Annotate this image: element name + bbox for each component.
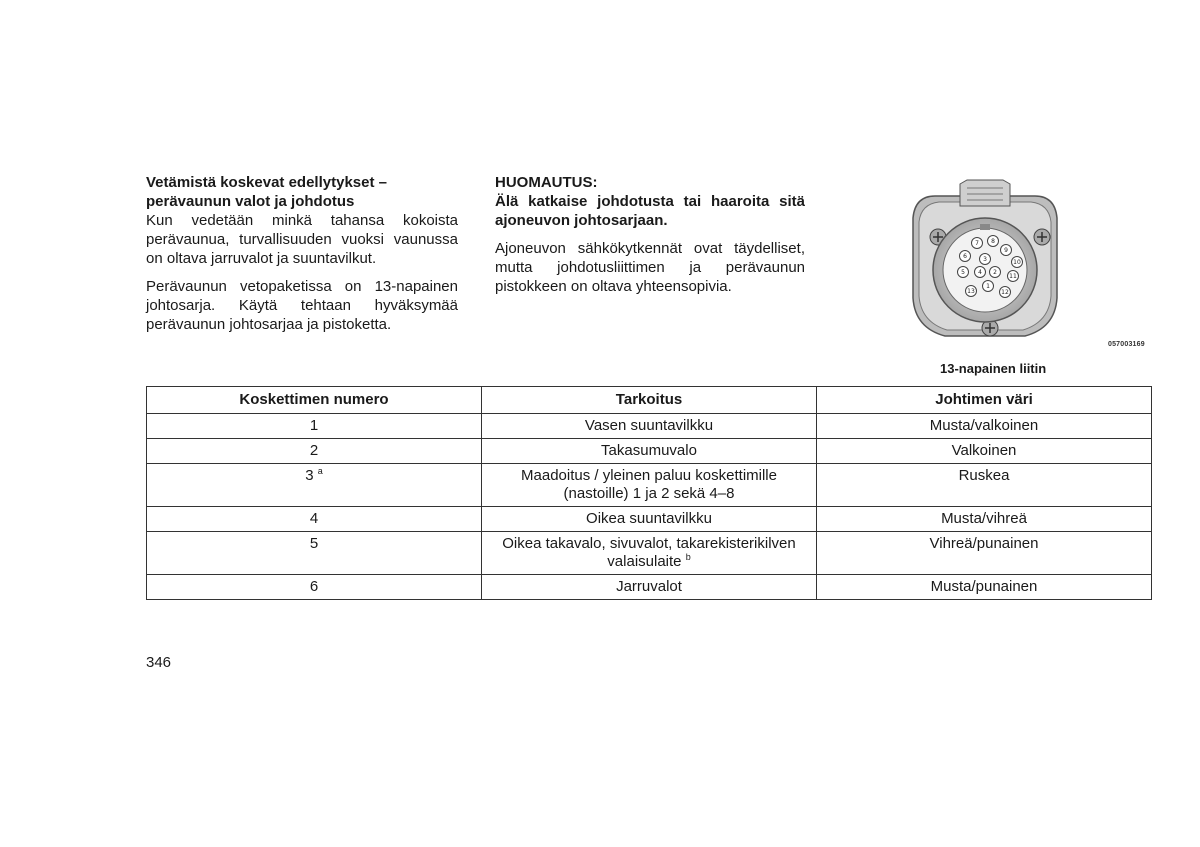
footnote-marker: a [317, 466, 323, 476]
svg-text:12: 12 [1001, 289, 1009, 296]
purpose-cell: Oikea takavalo, sivuvalot, takarekisterikilven valaisulaite $^b$ [482, 532, 817, 575]
wire-color-cell: Musta/valkoinen [817, 414, 1152, 439]
svg-text:9: 9 [1004, 247, 1008, 254]
paragraph-brake-lights: Kun vedetään minkä tahansa kokoista perävaunua, turvallisuuden vuoksi vaunussa on oltava jarruvalot ja suuntavilkut. [146, 212, 458, 267]
wire-color-cell: Musta/punainen [817, 575, 1152, 600]
table-row [147, 439, 1152, 464]
svg-text:13: 13 [967, 288, 975, 295]
section-heading-line1: Vetämistä koskevat edellytykset – [146, 174, 387, 191]
svg-text:2: 2 [993, 269, 997, 276]
svg-text:8: 8 [991, 238, 995, 245]
purpose-cell: Oikea suuntavilkku [482, 507, 817, 532]
svg-text:3: 3 [983, 256, 987, 263]
footnote-marker: b [685, 552, 691, 562]
header-wire-color: Johtimen väri [817, 387, 1152, 414]
pin-number-cell: 3 $^a$ [147, 464, 482, 507]
figure-code: 057003169 [1108, 341, 1145, 348]
table-row [147, 464, 1152, 507]
header-pin-number: Koskettimen numero [147, 387, 482, 414]
notice-text: Älä katkaise johdotusta tai haaroita sitä ajoneuvon johtosarjaan. [495, 193, 805, 229]
section-heading-line2: perävaunun valot ja johdotus [146, 193, 355, 210]
paragraph-wiring-harness: Perävaunun vetopaketissa on 13-napainen johtosarja. Käytä tehtaan hyväksymää perävaunun johtosarjaa ja pistoketta. [146, 278, 458, 333]
wire-color-cell: Musta/vihreä [817, 507, 1152, 532]
wire-color-cell: Valkoinen [817, 439, 1152, 464]
wire-color-cell: Vihreä/punainen [817, 532, 1152, 575]
pin-assignment-table [146, 386, 1152, 600]
table-row [147, 575, 1152, 600]
header-purpose: Tarkoitus [482, 387, 817, 414]
purpose-cell: Maadoitus / yleinen paluu koskettimille (nastoille) 1 ja 2 sekä 4–8 [482, 464, 817, 507]
connector-13-pin-illustration [905, 178, 1065, 348]
svg-text:11: 11 [1009, 273, 1017, 280]
paragraph-compatibility: Ajoneuvon sähkökytkennät ovat täydelliset, mutta johdotusliittimen ja perävaunun pistokkeen on oltava yhteensopivia. [495, 240, 805, 295]
right-column [495, 173, 805, 296]
wire-color-cell: Ruskea [817, 464, 1152, 507]
notice-title: HUOMAUTUS: [495, 174, 598, 191]
svg-text:6: 6 [963, 253, 967, 260]
purpose-cell: Vasen suuntavilkku [482, 414, 817, 439]
pin-number-cell: 4 [147, 507, 482, 532]
table-header-row [147, 387, 1152, 414]
figure-caption: 13-napainen liitin [940, 361, 1047, 376]
table-row [147, 414, 1152, 439]
table-row [147, 507, 1152, 532]
pin-number-cell: 2 [147, 439, 482, 464]
svg-text:4: 4 [978, 269, 982, 276]
left-column [146, 173, 458, 334]
svg-text:7: 7 [975, 240, 979, 247]
svg-text:10: 10 [1013, 259, 1021, 266]
svg-text:5: 5 [961, 269, 965, 276]
pin-number-cell: 5 [147, 532, 482, 575]
pin-number-cell: 6 [147, 575, 482, 600]
svg-text:1: 1 [986, 283, 990, 290]
pin-number-cell: 1 [147, 414, 482, 439]
purpose-cell: Jarruvalot [482, 575, 817, 600]
purpose-cell: Takasumuvalo [482, 439, 817, 464]
table-row [147, 532, 1152, 575]
page-number: 346 [146, 654, 172, 671]
